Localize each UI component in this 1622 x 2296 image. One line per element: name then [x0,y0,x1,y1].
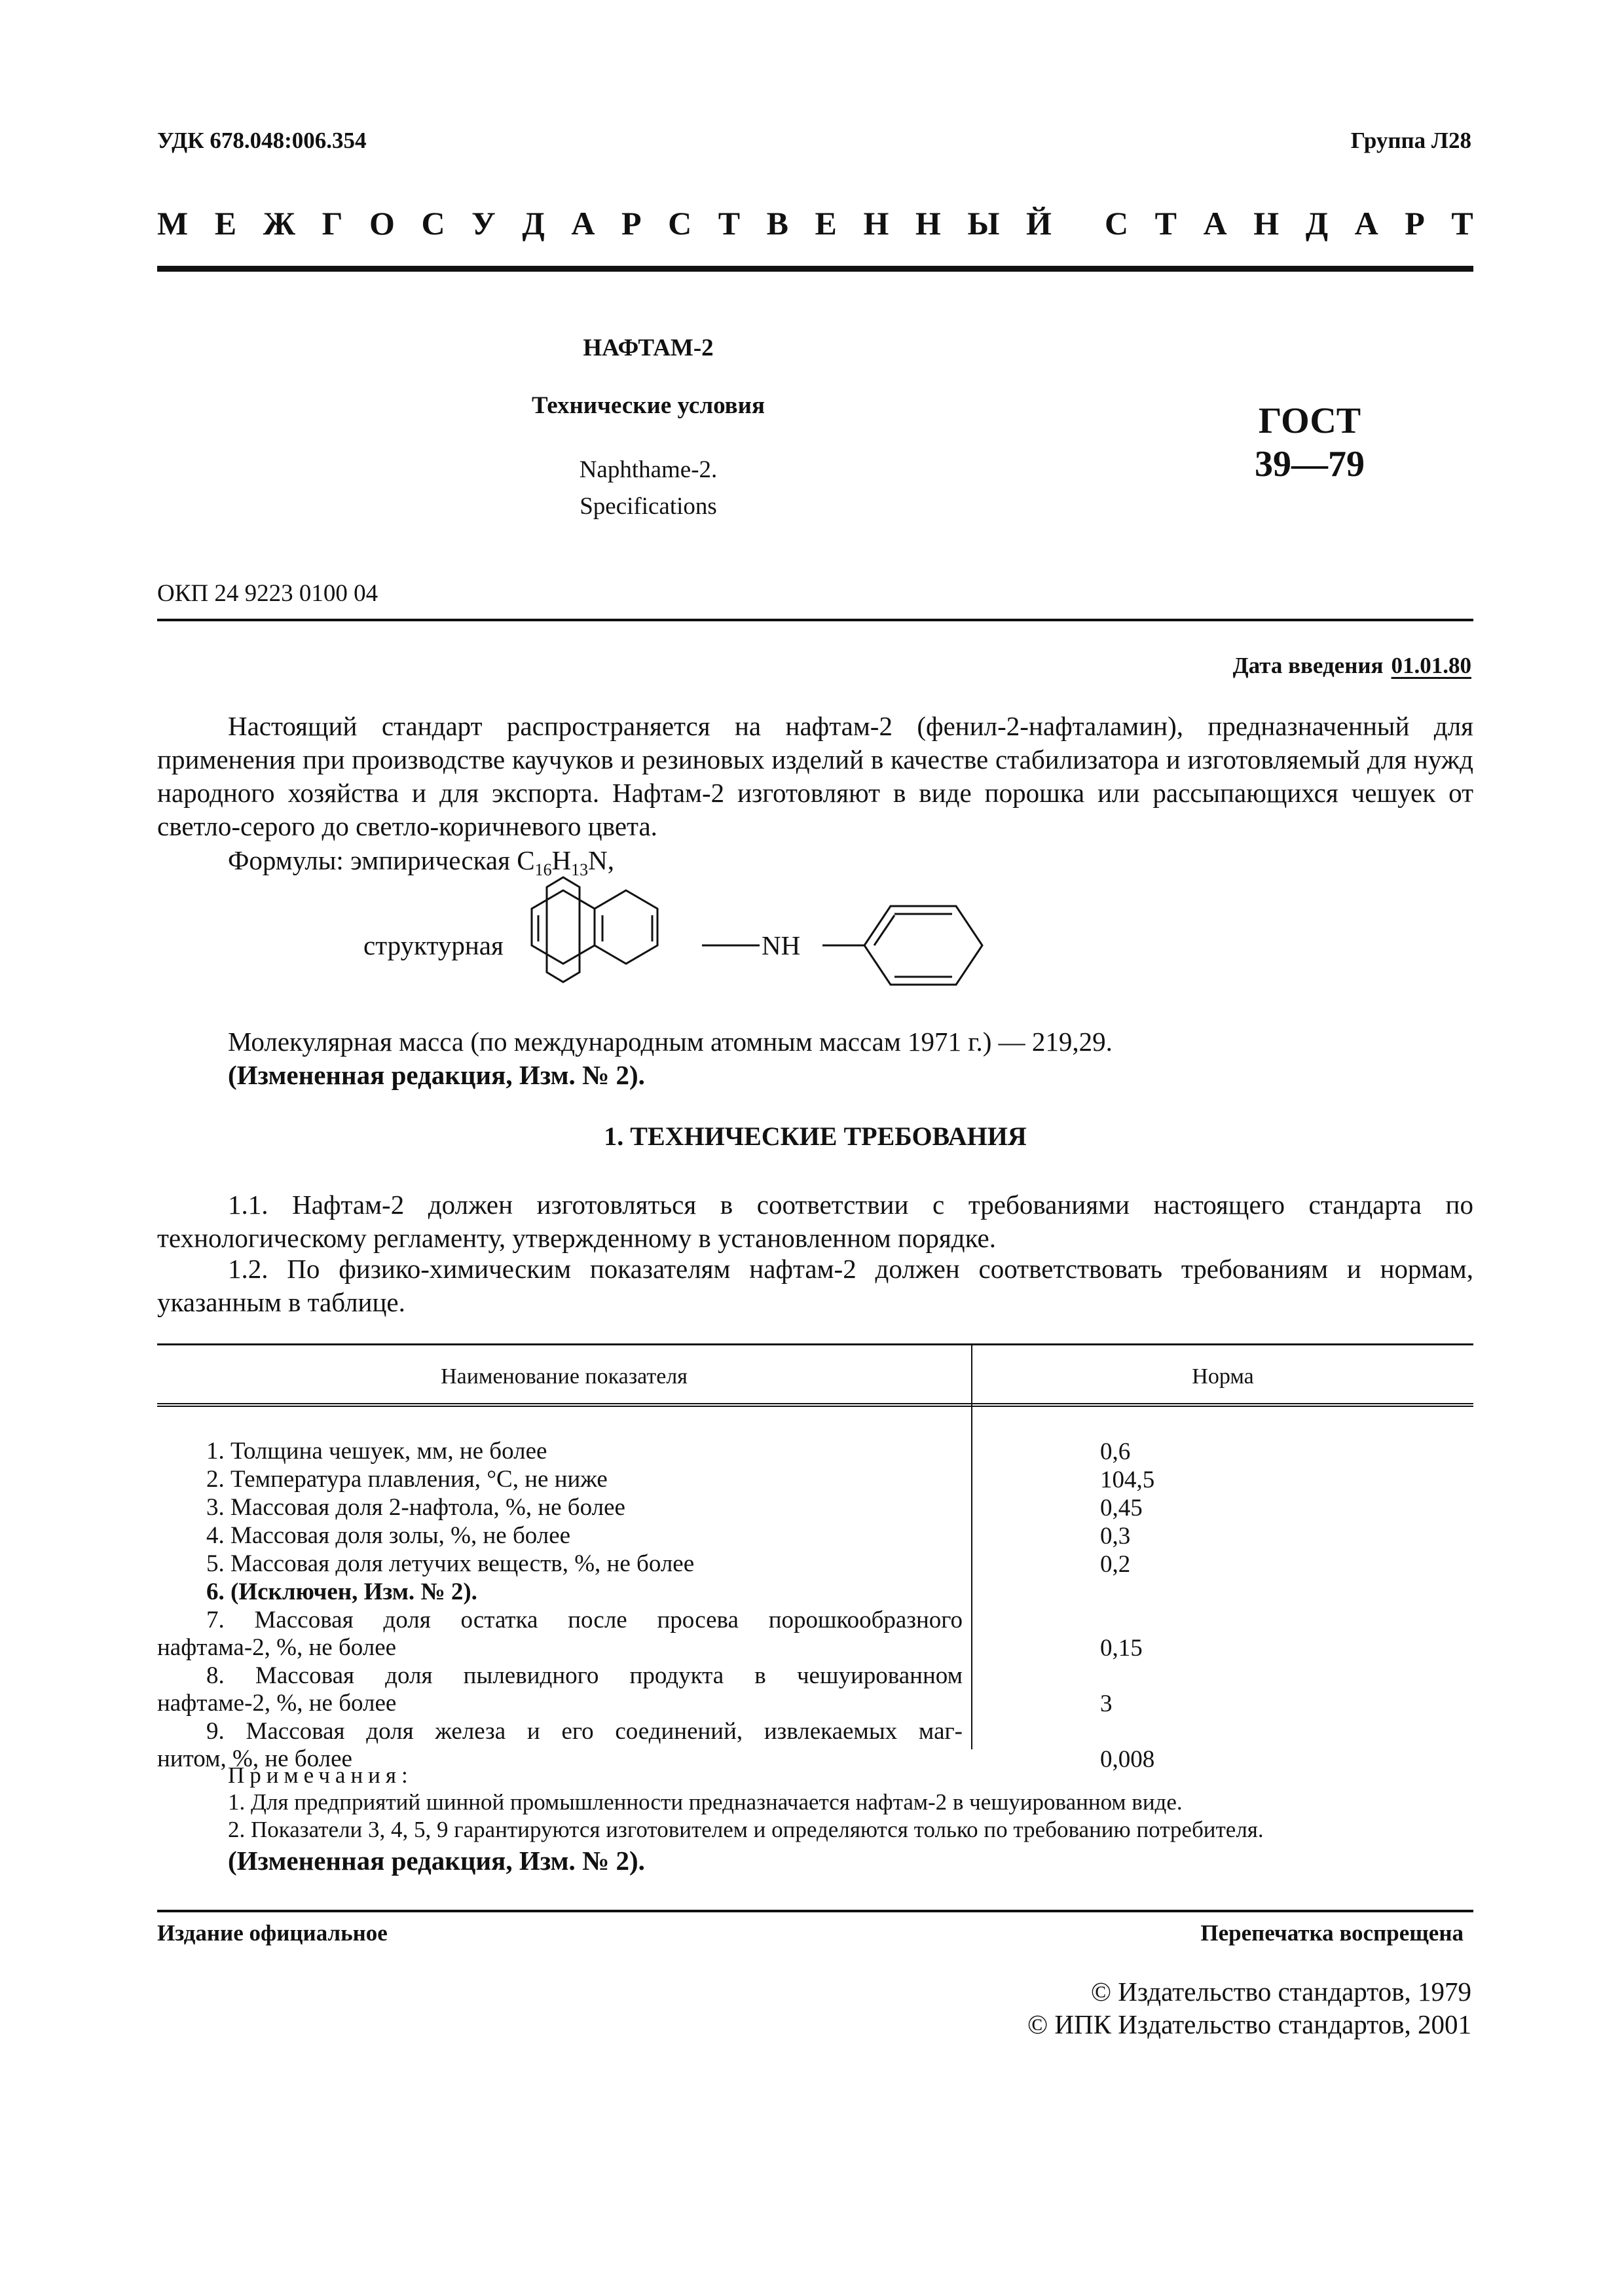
official-edition: Издание официальное [157,1920,388,1946]
table-row-value: 0,008 [1100,1746,1155,1773]
heading-letter: В [766,205,788,242]
heading-letter: У [471,205,496,242]
heading-letter: Е [214,205,237,242]
clause-1-2-text: 1.2. По физико-химическим показателям нафтам-2 должен соответствовать требованиям и нормам, указанным в таблице. [157,1254,1473,1317]
table-row-name-line1: 5. Массовая доля летучих веществ, %, не более [206,1550,695,1577]
table-row-value: 104,5 [1100,1467,1155,1493]
table-row-value: 0,6 [1100,1438,1131,1465]
table-row-name-line1: 7. Массовая доля остатка после просева порошкообразного [206,1607,963,1633]
header-rule [157,266,1473,272]
note-2: 2. Показатели 3, 4, 5, 9 гарантируются изготовителем и определяются только по требованию потребителя. [228,1817,1264,1842]
group-code: Группа Л28 [1350,128,1471,153]
gost-code: 39—79 [1255,444,1365,484]
table-row-name-line2: нитом, %, не более [157,1745,352,1772]
table-row-name-line1: 4. Массовая доля золы, %, не более [206,1522,571,1549]
heading-letter: А [1203,205,1227,242]
english-title [458,452,838,525]
document-subtitle: Технические условия [532,392,765,419]
heading-letter: Н [863,205,889,242]
standard-heading [157,204,1473,242]
heading-letter: Р [1405,205,1425,242]
table-row-name-line1: 9. Массовая доля железа и его соединений, извлекаемых маг- [206,1718,963,1745]
table-row-name [157,1438,963,1465]
table-row-name [157,1578,963,1606]
table-header-rule [157,1403,1473,1407]
heading-letter: С [421,205,445,242]
clause-1-1 [157,1188,1473,1255]
structural-formula-diagram [524,864,1080,1021]
date-label: Дата введения [1232,653,1384,678]
heading-letter: Д [522,205,545,242]
amendment-note-1: (Измененная редакция, Изм. № 2). [228,1060,645,1090]
table-header-norm: Норма [1192,1364,1254,1389]
table-header-name: Наименование показателя [441,1364,688,1389]
naphthalene-ring-a [532,890,595,964]
naphthalene-ring-b [595,890,657,964]
gost-label: ГОСТ [1258,401,1361,441]
heading-letter: Й [1026,205,1052,242]
table-row-name [157,1607,963,1662]
table-row-name-line2: нафтама-2, %, не более [157,1634,397,1661]
heading-letter: А [1354,205,1378,242]
heading-letter: Н [1253,205,1280,242]
table-row-name [157,1662,963,1717]
intro-text: Настоящий стандарт распространяется на нафтам-2 (фенил-2-нафталамин), предназначенный для применения при производстве каучуков и резиновых изделий в качестве стабилизатора и изготовляемый для нужд народного хозяйства и для экспорта. Нафтам-2 изготовляют в виде порошка или рассыпающихся чешуек от светло-серого до светло-коричневого цвета. [157,711,1473,841]
heading-letter: Ж [263,205,296,242]
reprint-prohibited: Перепечатка воспрещена [1200,1920,1464,1946]
heading-letter: Н [915,205,941,242]
table-row-value: 3 [1100,1690,1113,1717]
copyright-2001: © ИПК Издательство стандартов, 2001 [1027,2009,1471,2039]
table-row-value: 0,2 [1100,1551,1131,1578]
heading-letter: Т [1154,205,1177,242]
copyright-1979: © Издательство стандартов, 1979 [1090,1977,1471,2007]
naphthalene-ring-left [547,877,580,982]
table-row-name [157,1522,963,1550]
table-row-name-line1: 8. Массовая доля пылевидного продукта в чешуированном [206,1662,963,1689]
notes-heading: Примечания: [228,1762,413,1788]
formula-h: H [551,845,572,875]
heading-letter: С [668,205,692,242]
structural-label: структурная [363,930,504,960]
section-heading: 1. ТЕХНИЧЕСКИЕ ТРЕБОВАНИЯ [604,1121,1027,1151]
clause-1-1-text: 1.1. Нафтам-2 должен изготовляться в соответствии с требованиями настоящего стандарта по технологическому регламенту, утвержденному в установленном порядке. [157,1190,1473,1253]
clause-1-2 [157,1252,1473,1319]
table-row-name-line2: нафтаме-2, %, не более [157,1690,397,1717]
english-title-line1: Naphthame-2. [579,456,718,483]
table-row-name [157,1550,963,1578]
table-row-value: 0,15 [1100,1635,1143,1662]
table-row-name-line1: 6. (Исключен, Изм. № 2). [206,1578,477,1605]
table-row-name [157,1466,963,1493]
date-value: 01.01.80 [1391,653,1471,678]
udk-code: УДК 678.048:006.354 [157,128,367,153]
heading-letter: Г [322,205,343,242]
heading-letter: А [571,205,595,242]
introduction-date [1233,653,1471,679]
phenyl-inner-3 [874,915,894,945]
heading-letter: Д [1305,205,1329,242]
heading-letter: Т [718,205,741,242]
okp-rule [157,619,1473,621]
table-top-rule [157,1343,1473,1345]
okp-code: ОКП 24 9223 0100 04 [157,580,378,607]
heading-letter: М [157,205,189,242]
note-1: 1. Для предприятий шинной промышленности предназначается нафтам-2 в чешуированном виде. [228,1789,1183,1815]
footer-rule [157,1910,1473,1912]
phenyl-ring [864,906,982,985]
intro-paragraph [157,710,1473,843]
heading-letter: Ы [967,205,1000,242]
heading-letter: С [1105,205,1129,242]
formula-prefix: Формулы: эмпирическая C [228,845,535,875]
gost-number [1166,399,1454,486]
table-row-value: 0,45 [1100,1495,1143,1522]
table-row-name [157,1494,963,1522]
molecular-mass: Молекулярная масса (по международным атомным массам 1971 г.) — 219,29. [228,1027,1113,1057]
formula-suffix: N, [588,845,615,875]
table-row-name-line1: 1. Толщина чешуек, мм, не более [206,1438,547,1465]
table-row-value: 0,3 [1100,1523,1131,1550]
formula-sub-c: 16 [534,860,552,880]
document-title: НАФТАМ-2 [583,335,714,361]
table-row-name-line1: 3. Массовая доля 2-нафтола, %, не более [206,1494,625,1521]
heading-letter: О [369,205,395,242]
formula-sub-h: 13 [571,860,589,880]
nh-group-label: NH [762,930,801,960]
english-title-line2: Specifications [580,493,717,520]
table-row-name-line1: 2. Температура плавления, °С, не ниже [206,1466,608,1493]
amendment-note-2: (Измененная редакция, Изм. № 2). [228,1846,645,1876]
heading-letter: Е [815,205,837,242]
heading-letter: Т [1451,205,1473,242]
heading-letter: Р [621,205,642,242]
